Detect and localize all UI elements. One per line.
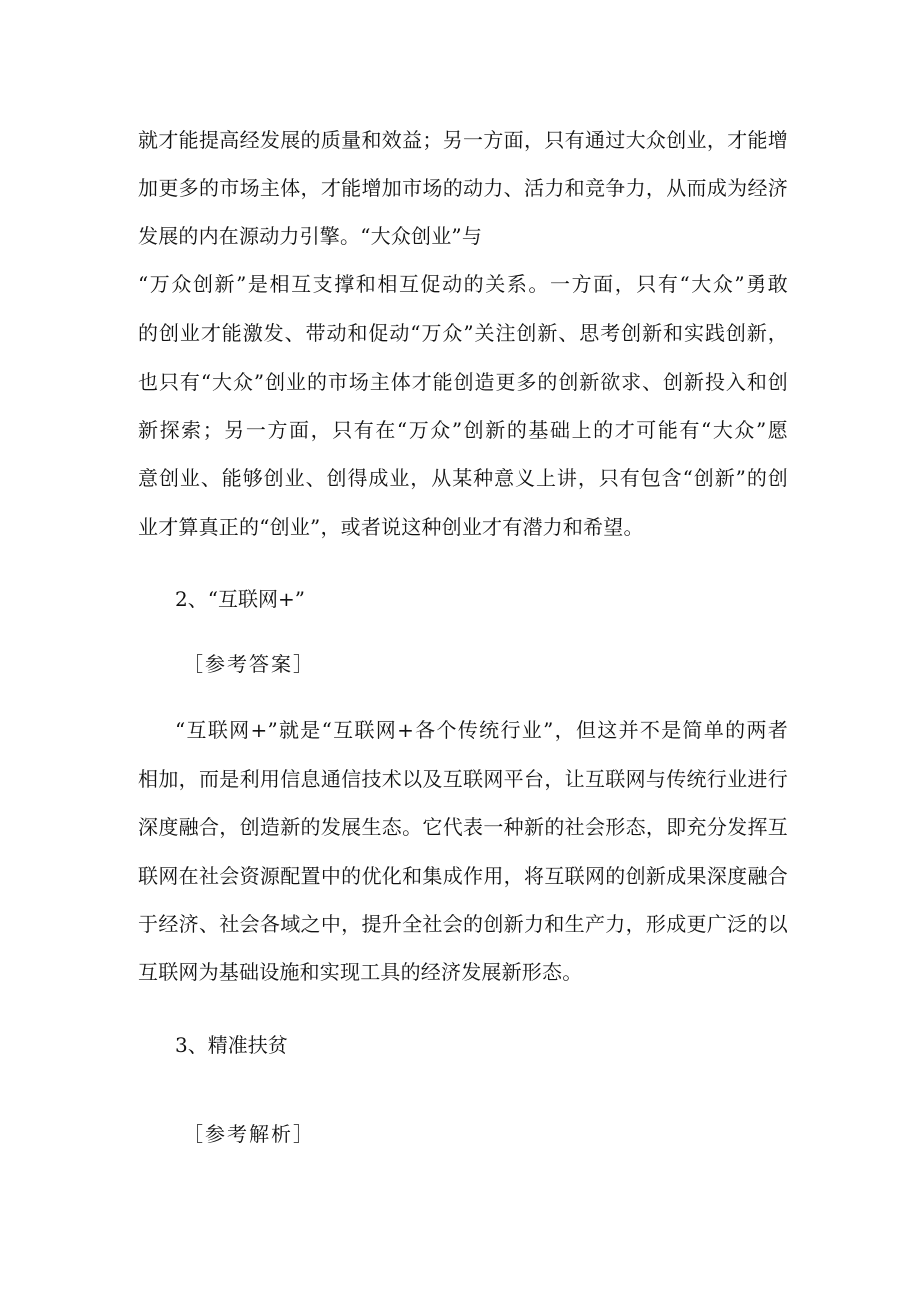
- paragraph-line: 业才算真正的“创业”，或者说这种创业才有潜力和希望。: [138, 515, 644, 539]
- paragraph-line: 的创业才能激发、带动和促动“万众”关注创新、思考创新和实践创新，: [138, 321, 788, 345]
- paragraph-line: 新探索；另一方面，只有在“万众”创新的基础上的才可能有“大众”愿: [138, 418, 788, 442]
- paragraph-line: “互联网+”就是“互联网+各个传统行业”，但这并不是简单的两者: [175, 718, 788, 742]
- section-heading: 3、精准扶贫: [175, 1033, 288, 1057]
- paragraph-line: 意创业、能够创业、创得成业，从某种意义上讲，只有包含“创新”的创: [138, 466, 788, 490]
- paragraph-line: 互联网为基础设施和实现工具的经济发展新形态。: [138, 960, 583, 984]
- paragraph-line: 于经济、社会各域之中，提升全社会的创新力和生产力，形成更广泛的以: [138, 912, 788, 936]
- paragraph-line: 发展的内在源动力引擎。“大众创业”与: [138, 224, 483, 248]
- paragraph-line: 也只有“大众”创业的市场主体才能创造更多的创新欲求、创新投入和创: [138, 370, 788, 394]
- answer-label: ［参考答案］: [183, 652, 315, 676]
- paragraph-line: 加更多的市场主体，才能增加市场的动力、活力和竞争力，从而成为经济: [138, 176, 788, 200]
- analysis-label: ［参考解析］: [183, 1122, 315, 1146]
- paragraph-line: 相加，而是利用信息通信技术以及互联网平台，让互联网与传统行业进行: [138, 767, 788, 791]
- paragraph-line: 就才能提高经发展的质量和效益；另一方面，只有通过大众创业，才能增: [138, 128, 788, 152]
- paragraph-line: “万众创新”是相互支撑和相互促动的关系。一方面，只有“大众”勇敢: [138, 272, 788, 296]
- paragraph-line: 联网在社会资源配置中的优化和集成作用，将互联网的创新成果深度融合: [138, 864, 788, 888]
- paragraph-line: 深度融合，创造新的发展生态。它代表一种新的社会形态，即充分发挥互: [138, 815, 788, 839]
- section-heading: 2、“互联网+”: [175, 587, 305, 611]
